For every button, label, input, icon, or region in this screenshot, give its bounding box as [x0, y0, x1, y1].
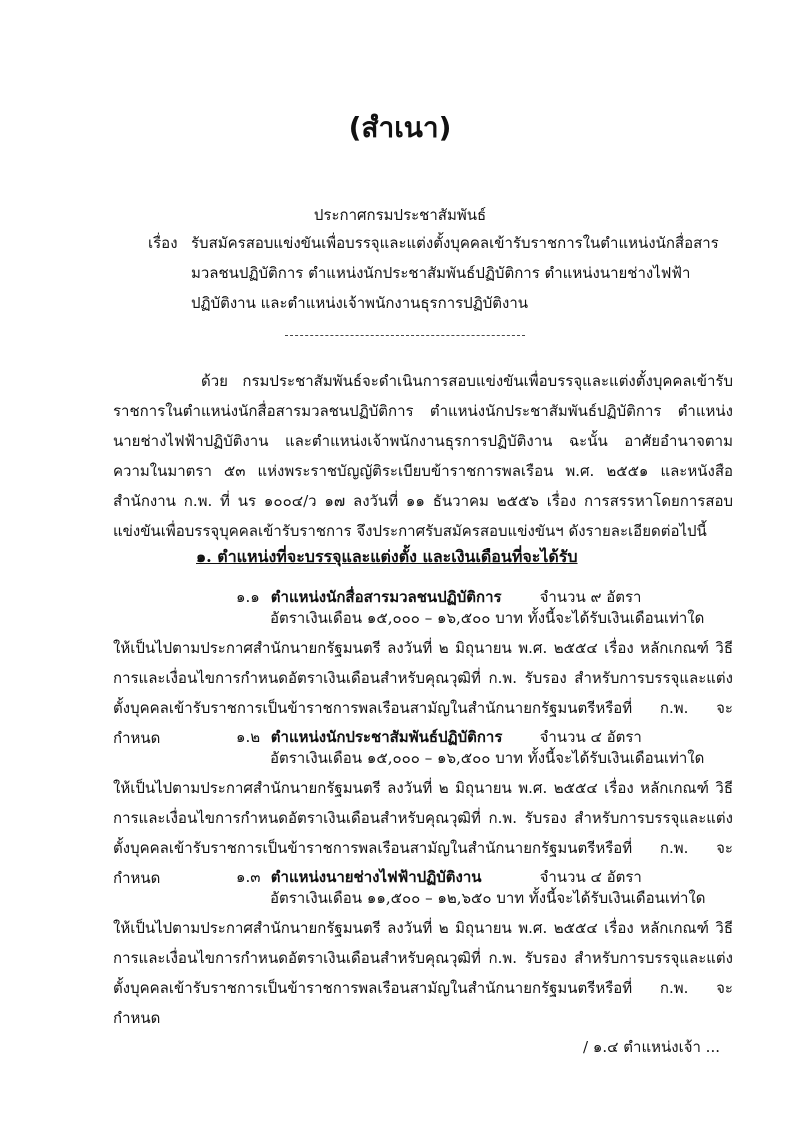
- intro-paragraph: ด้วย กรมประชาสัมพันธ์จะดำเนินการสอบแข่งขันเพื่อบรรจุและแต่งตั้งบุคคลเข้ารับราชการในตำแหน่งนักสื่อสารมวลชนปฏิบัติการ ตำแหน่งนักประชาสัมพันธ์ปฏิบัติการ ตำแหน่งนายช่างไฟฟ้าปฏิบัติงาน และตำแหน่งเจ้าพนักงานธุรการปฏิบัติงาน ฉะนั้น อาศัยอำนาจตามความในมาตรา ๕๓ แห่งพระราชบัญญัติระเบียบข้าราชการพลเรือน พ.ศ. ๒๕๕๑ และหนังสือสำนักงาน ก.พ. ที่ นร ๑๐๐๔/ว ๑๗ ลงวันที่ ๑๑ ธันวาคม ๒๕๕๖ เรื่อง การสรรหาโดยการสอบแข่งขันเพื่อบรรจุบุคคลเข้ารับราชการ จึงประกาศรับสมัครสอบแข่งขันฯ ดังรายละเอียดต่อไปนี้: [113, 372, 733, 540]
- position-quantity: จำนวน ๔ อัตรา: [539, 868, 642, 886]
- position-number: ๑.๑: [236, 588, 260, 606]
- subject-label: เรื่อง: [148, 234, 178, 252]
- salary-detail: ให้เป็นไปตามประกาศสำนักนายกรัฐมนตรี ลงวันที่ ๒ มิถุนายน พ.ศ. ๒๕๕๔ เรื่อง หลักเกณฑ์ วิธีการและเงื่อนไขการกำหนดอัตราเงินเดือนสำหรับคุณวุฒิที่ ก.พ. รับรอง สำหรับการบรรจุและแต่งตั้งบุคคลเข้ารับราชการเป็นข้าราชการพลเรือนสามัญในสำนักนายกรัฐมนตรีหรือที่ ก.พ. จะกำหนด: [113, 779, 733, 887]
- copy-title: (สำเนา): [348, 111, 452, 144]
- salary-first-line: อัตราเงินเดือน ๑๕,๐๐๐ – ๑๖,๕๐๐ บาท ทั้งนี้จะได้รับเงินเดือนเท่าใด: [270, 749, 705, 767]
- salary-first-line: อัตราเงินเดือน ๑๕,๐๐๐ – ๑๖,๕๐๐ บาท ทั้งนี้จะได้รับเงินเดือนเท่าใด: [270, 609, 705, 627]
- position-number: ๑.๓: [236, 868, 261, 886]
- position-quantity: จำนวน ๙ อัตรา: [539, 588, 642, 606]
- salary-detail: ให้เป็นไปตามประกาศสำนักนายกรัฐมนตรี ลงวันที่ ๒ มิถุนายน พ.ศ. ๒๕๕๔ เรื่อง หลักเกณฑ์ วิธีการและเงื่อนไขการกำหนดอัตราเงินเดือนสำหรับคุณวุฒิที่ ก.พ. รับรอง สำหรับการบรรจุและแต่งตั้งบุคคลเข้ารับราชการเป็นข้าราชการพลเรือนสามัญในสำนักนายกรัฐมนตรีหรือที่ ก.พ. จะกำหนด: [113, 639, 733, 747]
- section-1-heading: ๑. ตำแหน่งที่จะบรรจุและแต่งตั้ง และเงินเดือนที่จะได้รับ: [196, 547, 578, 566]
- position-number: ๑.๒: [236, 728, 261, 746]
- salary-first-line: อัตราเงินเดือน ๑๑,๕๐๐ – ๑๒,๖๕๐ บาท ทั้งนี้จะได้รับเงินเดือนเท่าใด: [270, 889, 706, 907]
- continuation-note: / ๑.๔ ตำแหน่งเจ้า ...: [583, 1038, 720, 1056]
- announcement-heading: ประกาศกรมประชาสัมพันธ์: [313, 206, 487, 224]
- announcement-subject: [148, 228, 728, 318]
- position-name: ตำแหน่งนักประชาสัมพันธ์ปฏิบัติการ: [270, 728, 503, 746]
- position-name: ตำแหน่งนายช่างไฟฟ้าปฏิบัติงาน: [270, 868, 482, 886]
- separator-line: [285, 335, 525, 336]
- position-name: ตำแหน่งนักสื่อสารมวลชนปฏิบัติการ: [270, 588, 502, 606]
- subject-text: รับสมัครสอบแข่งขันเพื่อบรรจุและแต่งตั้งบุคคลเข้ารับราชการในตำแหน่งนักสื่อสารมวลชนปฏิบัติการ ตำแหน่งนักประชาสัมพันธ์ปฏิบัติการ ตำแหน่งนายช่างไฟฟ้าปฏิบัติงาน และตำแหน่งเจ้าพนักงานธุรการปฏิบัติงาน: [191, 234, 719, 312]
- salary-detail: ให้เป็นไปตามประกาศสำนักนายกรัฐมนตรี ลงวันที่ ๒ มิถุนายน พ.ศ. ๒๕๕๔ เรื่อง หลักเกณฑ์ วิธีการและเงื่อนไขการกำหนดอัตราเงินเดือนสำหรับคุณวุฒิที่ ก.พ. รับรอง สำหรับการบรรจุและแต่งตั้งบุคคลเข้ารับราชการเป็นข้าราชการพลเรือนสามัญในสำนักนายกรัฐมนตรีหรือที่ ก.พ. จะกำหนด: [113, 919, 733, 1027]
- position-1-3-salary: [113, 883, 733, 1033]
- position-quantity: จำนวน ๔ อัตรา: [539, 728, 642, 746]
